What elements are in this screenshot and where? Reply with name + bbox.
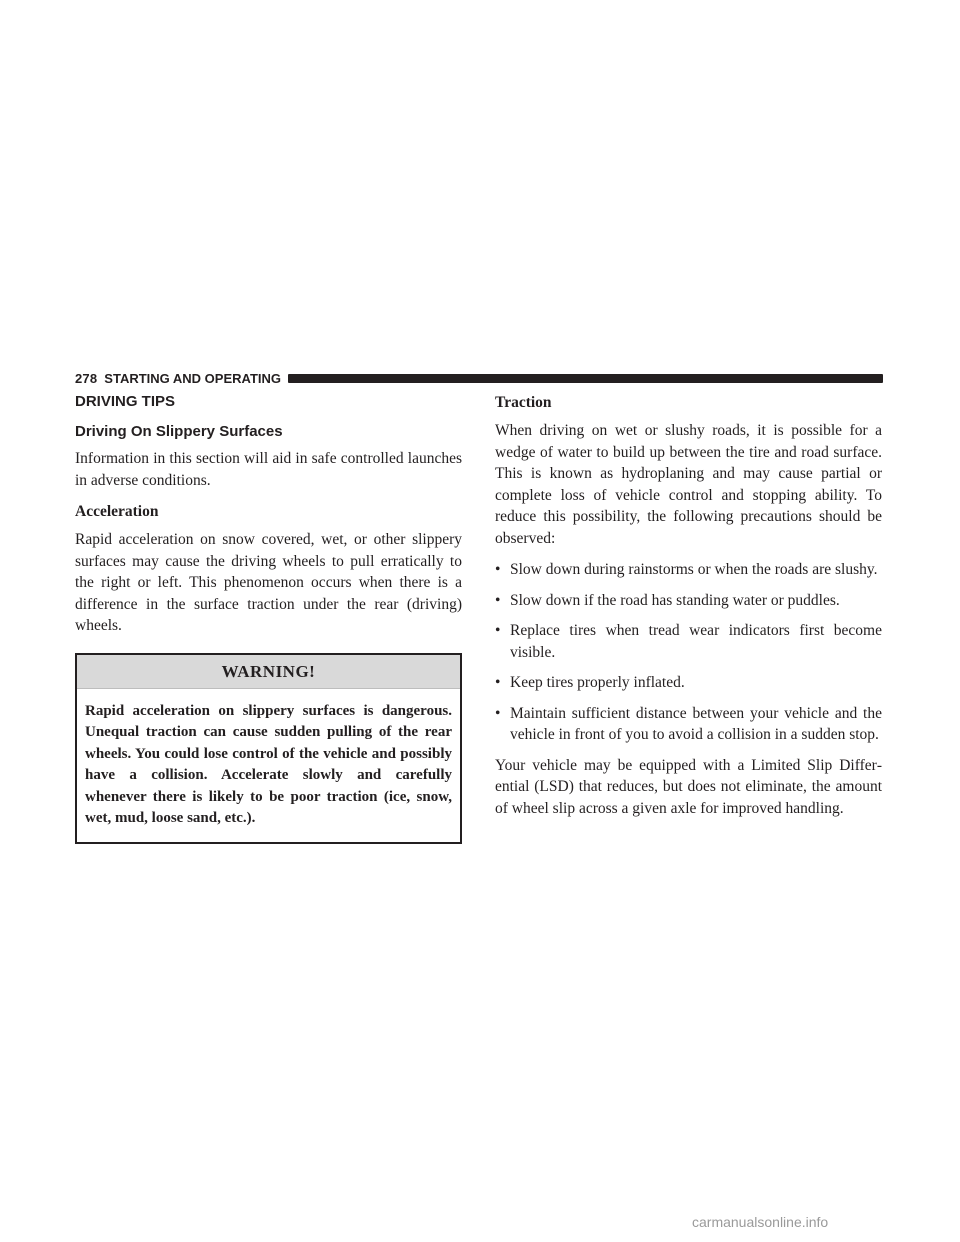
section-title: STARTING AND OPERATING [104,370,281,386]
page-number: 278 [75,370,98,386]
header-rule [288,374,883,383]
traction-heading: Traction [495,394,552,411]
intro-paragraph: Information in this section will aid in safe controlled launches in adverse conditions. [75,450,462,489]
bullet-icon: • [495,561,501,578]
bullet-icon: • [495,622,501,639]
main-heading: DRIVING TIPS [75,393,176,410]
left-column [75,392,462,844]
traction-paragraph: When driving on wet or slushy roads, it is possible for a wedge of water to build up between the tire and road surface. This is known as hydroplaning and may cause partial or complete loss of vehicle control and stopping ability. To reduce this possibility, the following precautions should be observed: [495,422,882,547]
list-item: • Replace tires when tread wear indicators first become visible. [495,622,882,661]
warning-box [75,653,462,844]
list-item: • Slow down during rainstorms or when the roads are slushy. [495,559,882,581]
warning-title: WARNING! [77,655,460,689]
warning-text: Rapid acceleration on slippery surfaces is dangerous. Unequal traction can cause sudden pulling of the rear wheels. You could lose control of the vehicle and possibly have a collision. Accelerate slowly and carefully whenever there is likely to be poor traction (ice, snow, wet, mud, loose sand, etc.). [85,702,452,826]
bullet-icon: • [495,591,501,609]
acceleration-heading: Acceleration [75,503,159,520]
list-item: • Maintain sufficient distance between your vehicle and the vehicle in front of you to avoid a collision in a sudden stop. [495,704,882,743]
watermark: carmanualsonline.info [692,1214,829,1230]
precautions-list [495,559,882,746]
list-item: • Slow down if the road has standing water or puddles. [495,590,882,612]
list-item: • Keep tires properly inflated. [495,672,882,694]
acceleration-paragraph: Rapid acceleration on snow covered, wet, or other slippery surfaces may cause the driving wheels to pull erratically to the right or left. This phenomenon occurs when there is a difference in the surface traction under the rear (driving) wheels. [75,531,462,634]
page-header [75,371,883,385]
lsd-paragraph: Your vehicle may be equipped with a Limited Slip Differential (LSD) that reduces, but does not eliminate, the amount of wheel slip across a given axle for improved handling. [495,756,882,817]
subheading: Driving On Slippery Surfaces [75,423,283,440]
right-column [495,392,882,829]
bullet-icon: • [495,674,501,691]
bullet-icon: • [495,704,501,722]
